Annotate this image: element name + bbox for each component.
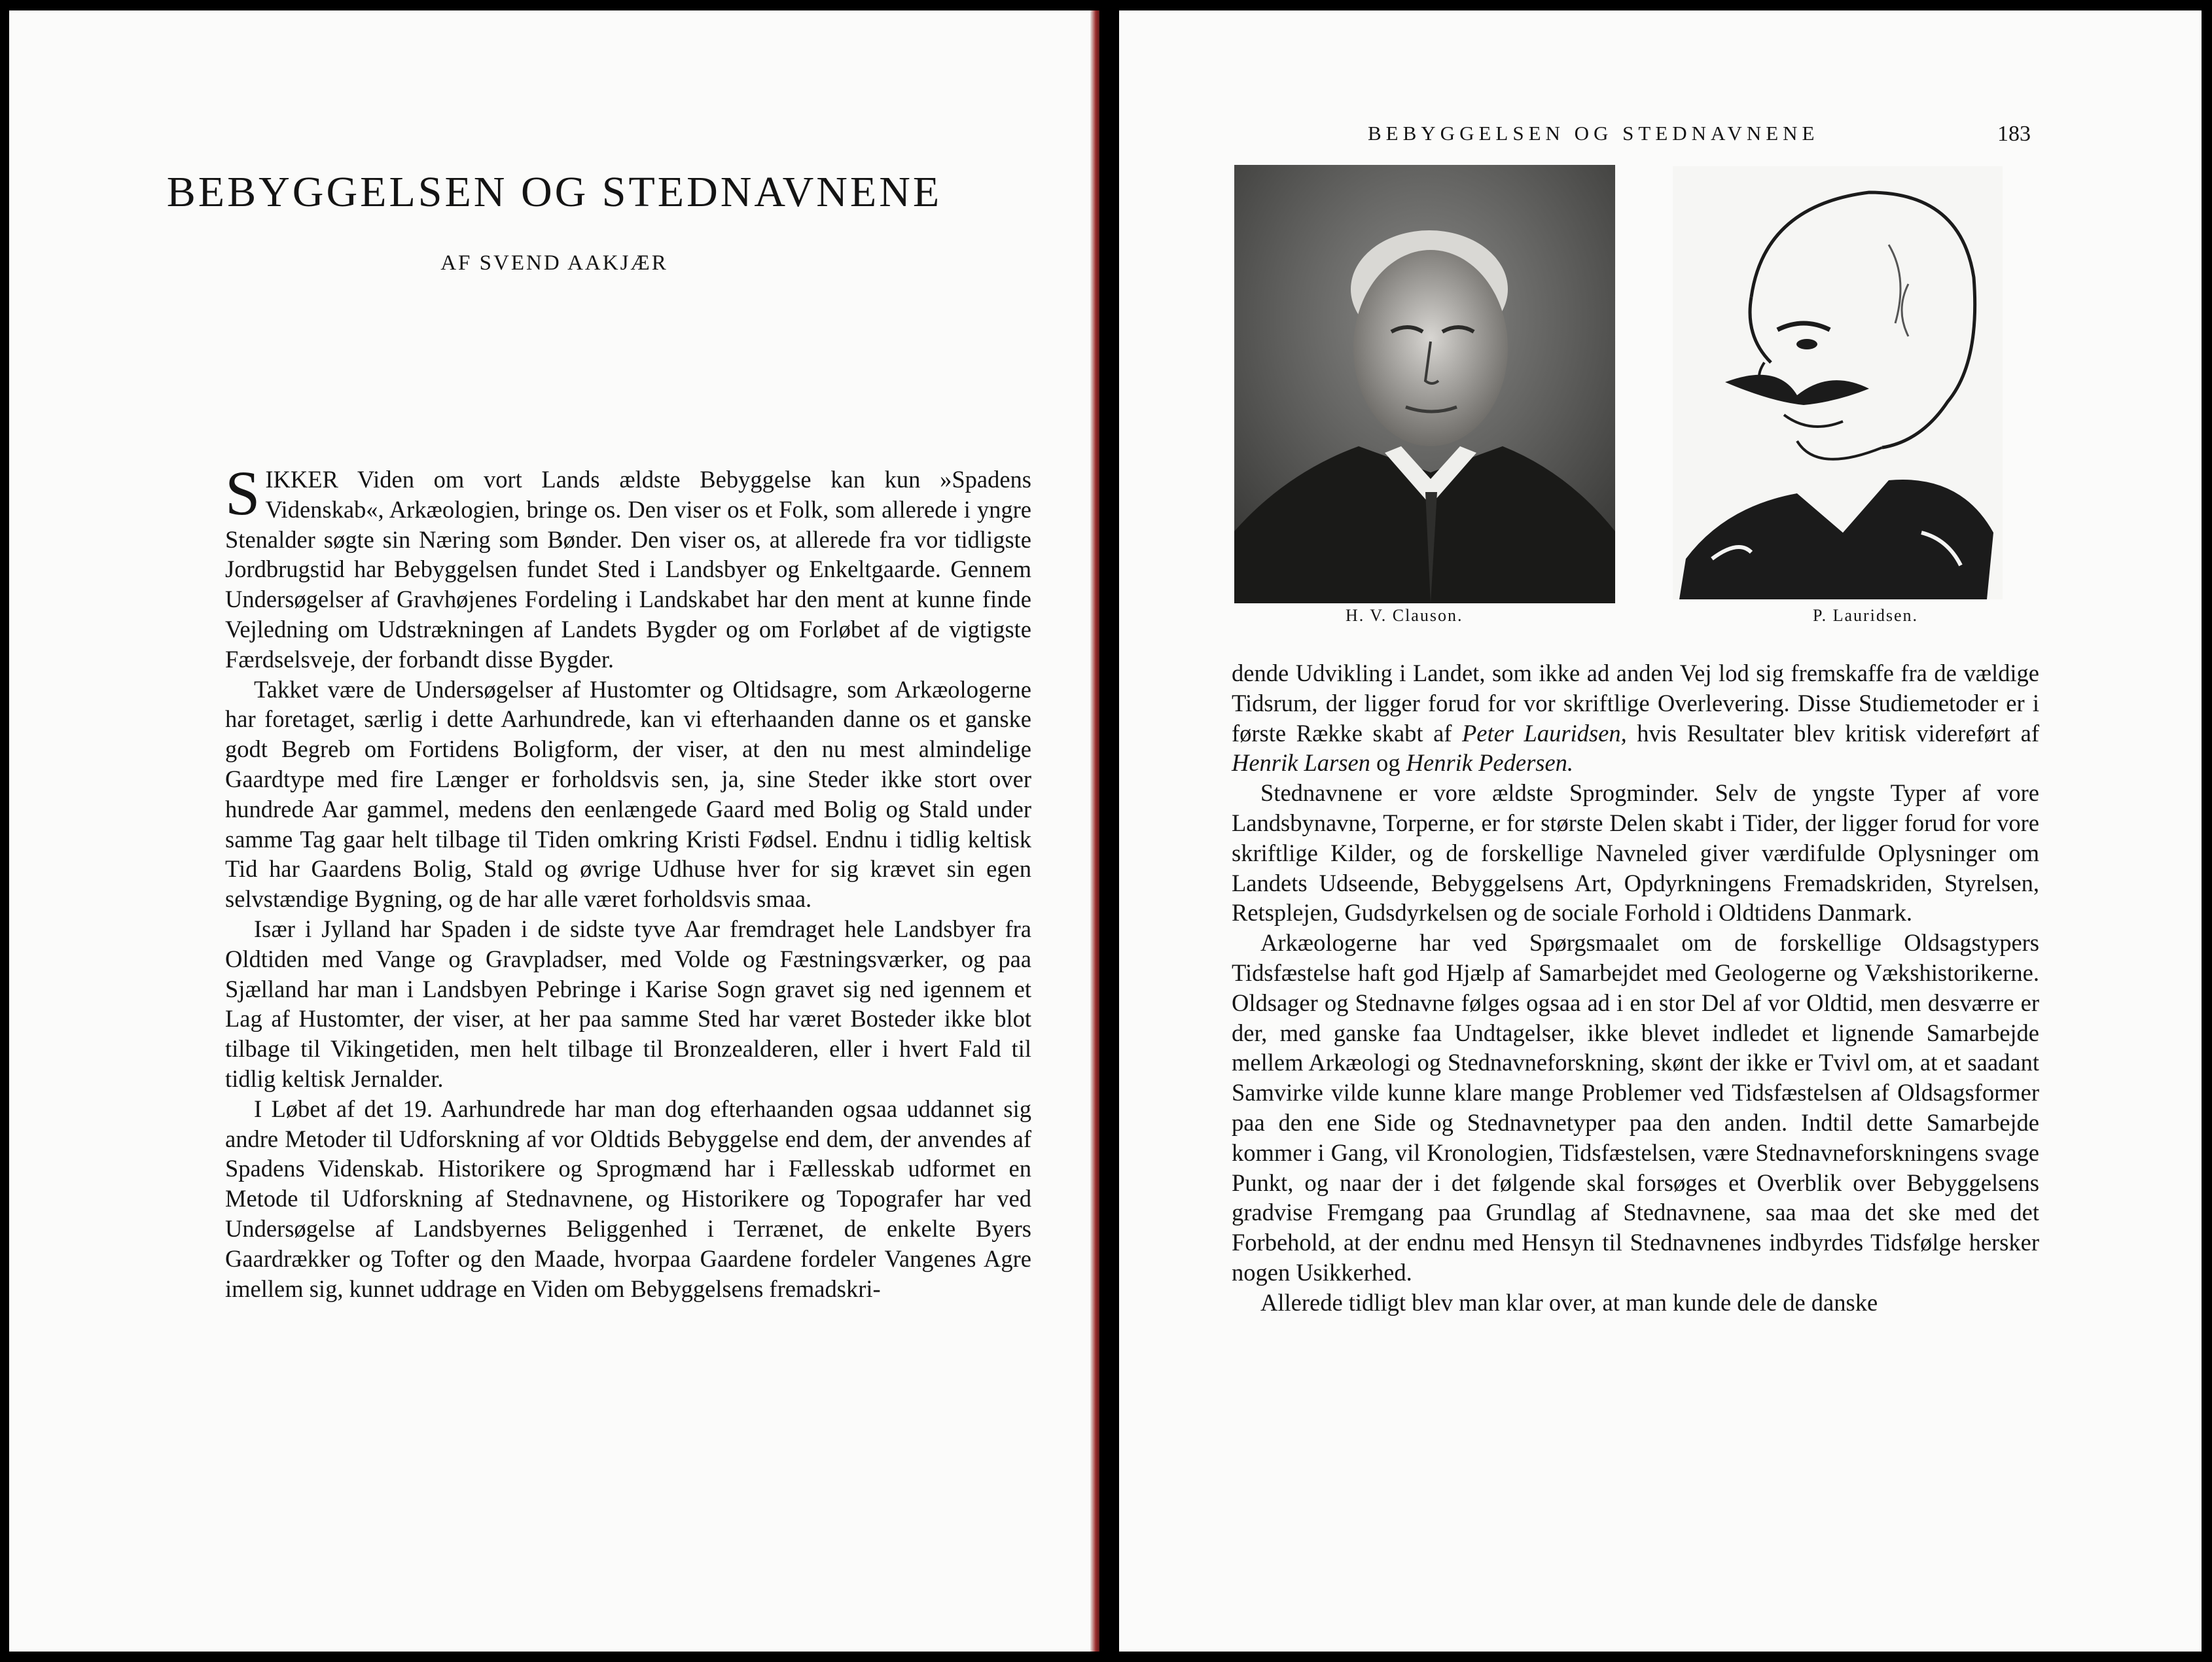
italic-name: Peter Lauridsen, — [1461, 719, 1627, 747]
drop-cap: S — [225, 458, 260, 528]
book-gutter — [1099, 10, 1119, 1652]
right-page — [1119, 10, 2202, 1652]
running-title: BEBYGGELSEN OG STEDNAVNENE — [1368, 122, 1819, 145]
paragraph-text: hvis Resultater blev kritisk videreført af — [1626, 719, 2039, 747]
left-body-text — [225, 458, 1031, 1303]
right-body-text — [1232, 658, 2039, 1318]
paragraph: Stednavnene er vore ældste Sprogminder. Selv de yngste Typer af vore Landsbynavne, Torperne, er for største Delen skabt i Tider, der ligger forud for vore skriftlige Kilder, og de forskellige Navneled giver værdifulde Oplysninger om Landets Udseende, Bebyggelsens Art, Opdyrkningens Fremadskriden, Styrelsen, Retsplejen, Gudsdyrkelsen og de sociale Forhold i Oldtidens Danmark. — [1232, 779, 2039, 927]
italic-name: Henrik Larsen — [1232, 749, 1370, 777]
paragraph: Arkæologerne har ved Spørgsmaalet om de forskellige Oldsagstypers Tidsfæstelse haft god Hjælp af Samarbejdet med Geologerne og Vækshistorikerne. Oldsager og Stednavne følges ogsaa ad i en stor Del af vor Oldtid, men desværre er der, med ganske faa Undtagelser, ikke blevet indledet et lignende Samarbejde mellem Arkæologi og Stednavneforskning, skønt der ikke er Tvivl om, at et saadant Samvirke vilde kunne klare mange Problemer ved Tidsfæstelsen af Oldsagsformer paa den ene Side og Stednavnetyper paa den anden. Indtil dette Samarbejde kommer i Gang, vil Kronologien, Tidsfæstelsen, være Stednavneforskningens svage Punkt, og naar der i det følgende skal forsøges et Overblik over Bebyggelsens gradvise Fremgang paa Grundlag af Stednavnene, saa maa det ske med det Forbehold, at der endnu med Hensyn til Stednavnenes indbyrdes Tidsfølge hersker nogen Usikkerhed. — [1232, 929, 2039, 1286]
paragraph: Især i Jylland har Spaden i de sidste tyve Aar fremdraget hele Landsbyer fra Oldtiden med Vange og Gravpladser, med Volde og Fæstningsværker, og paa Sjælland har man i Landsbyen Pebringe i Karise Sogn gravet sig ned igennem et Lag af Hustomter, der viser, at her paa samme Sted har været Bosteder ikke blot tilbage til Vikingetiden, men helt tilbage til Bronzealderen, eller i hvert Fald til tidlig keltisk Jernalder. — [225, 915, 1031, 1092]
caption-clauson: H. V. Clauson. — [1346, 606, 1463, 625]
portrait-photo-image — [1234, 165, 1615, 603]
paragraph: I Løbet af det 19. Aarhundrede har man dog efterhaanden ogsaa uddannet sig andre Metoder til Udforskning af vor Oldtids Bebyggelse end dem, der anvendes af Spadens Videnskab. Historikere og Sprogmænd har i Fællesskab udformet en Metode til Udforskning af Stednavnene, og Historikere og Topografer har ved Undersøgelse af Landsbyernes Beliggenhed i Terrænet, de enkelte Byers Gaardrækker og Tofter og den Maade, hvorpaa Gaardene fordeler Vangenes Agre imellem sig, kunnet uddrage en Viden om Bebyggelsens fremadskri- — [225, 1095, 1031, 1302]
paragraph: Takket være de Undersøgelser af Hustomter og Oltidsagre, som Arkæologerne har foretaget, særlig i dette Aarhundrede, kan vi efterhaanden danne os et ganske godt Begreb om Fortidens Boligform, der viser, at den nu mest almindelige Gaardtype med fire Længer er forholdsvis sen, ja, sine Steder ikke stort over hundrede Aar gammel, medens den eenlængede Gaard med Bolig og Stald under samme Tag gaar helt tilbage til Tiden omkring Kristi Fødsel. Endnu i tidlig keltisk Tid har Gaardens Bolig, Stald og øvrige Udhuse hver for sig krævet sin egen selvstændige Bygning, og de har alle været forholdsvis smaa. — [225, 675, 1031, 913]
paragraph-text: og — [1370, 749, 1406, 777]
italic-name: Henrik Pedersen. — [1406, 749, 1574, 777]
paragraph-text: IKKER Viden om vort Lands ældste Bebyggelse kan kun »Spadens Videnskab«, Arkæologien, bringe os. Den viser os et Folk, som allerede i yngre Stenalder søgte sin Næring som Bønder. Den viser os, at allerede fra vor tidligste Jordbrugstid har Bebyggelsen fundet Sted i Landsbyer og Enkeltgaarde. Gennem Undersøgelser af Gravhøjenes Fordeling i Landskabet har den ment at kunne finde Vejledning om Udstrækningen af Landets Bygder og om Forløbet af de vigtigste Færdselsveje, der forbandt disse Bygder. — [225, 466, 1031, 673]
paragraph — [225, 458, 1031, 675]
paragraph — [1232, 658, 2039, 778]
page-number: 183 — [1997, 122, 2031, 146]
caption-lauridsen: P. Lauridsen. — [1813, 606, 1919, 625]
paragraph: Allerede tidligt blev man klar over, at man kunde dele de danske — [1260, 1288, 1878, 1316]
paragraph-text: dende Udvikling i Landet, som ikke ad anden Vej lod sig fremskaffe fra de vældige Tidsrum, der ligger forud for vor skriftlige Overlevering. Disse Studiemetoder er i første Række skabt af — [1232, 660, 2039, 747]
chapter-title: BEBYGGELSEN OG STEDNAVNENE — [166, 168, 942, 216]
portrait-sketch-image — [1673, 166, 2003, 599]
portrait-sketch-lauridsen — [1673, 166, 2003, 599]
portrait-photo-clauson — [1234, 165, 1615, 603]
author-byline: AF SVEND AAKJÆR — [440, 251, 668, 275]
left-page — [9, 10, 1099, 1652]
